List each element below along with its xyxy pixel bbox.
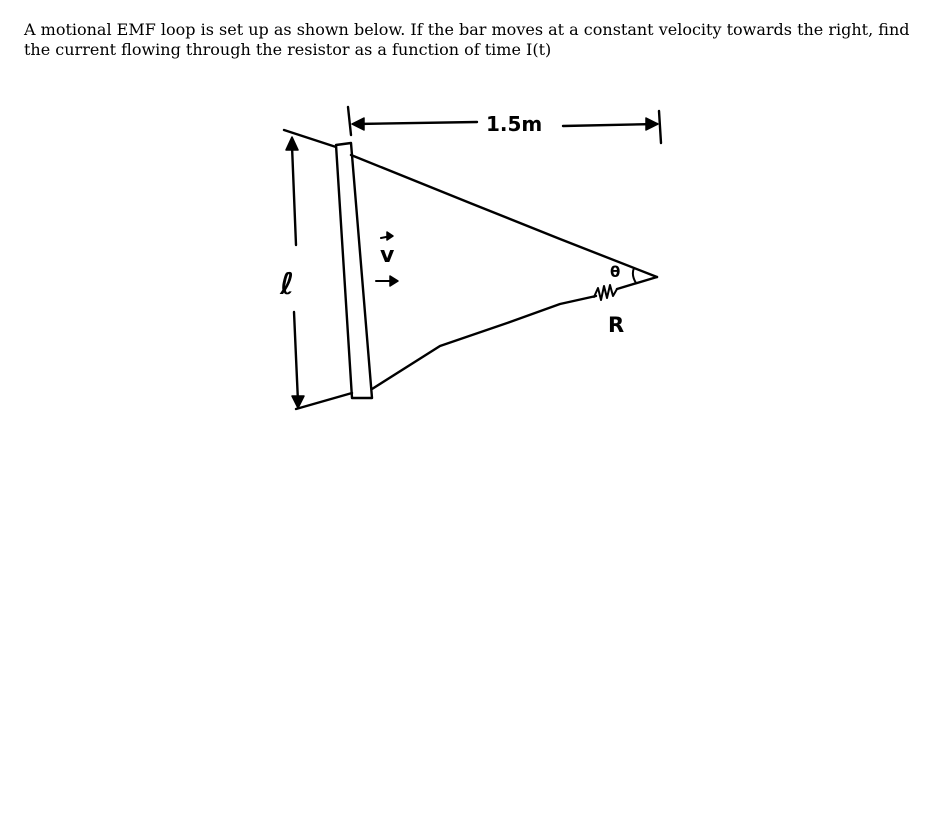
problem-statement: A motional EMF loop is set up as shown below. If the bar moves at a constant velocity towards the right, find the current flowing through the resistor as a function of time I(t) [24,20,910,59]
height-dimension-bottom [294,312,298,402]
angle-label: θ [610,263,621,281]
velocity-vector-mark-head-icon [387,232,393,240]
length-arrow-left-icon [352,118,364,130]
resistor-label: R [608,313,625,337]
velocity-label: v [380,243,395,268]
length-dimension-right [563,124,657,126]
height-dimension-top [292,146,296,245]
length-arrow-right-icon [646,118,658,130]
length-dimension-left [356,122,477,124]
length-tick-right [659,111,661,143]
angle-arc [633,268,636,283]
sliding-bar [336,143,372,398]
resistor-icon [594,285,617,300]
length-tick-left [348,107,351,135]
velocity-arrow-head-icon [390,276,398,286]
lower-rail [296,296,596,409]
height-arrow-up-icon [286,137,298,150]
height-label: ℓ [280,267,295,302]
length-label: 1.5m [486,112,543,136]
